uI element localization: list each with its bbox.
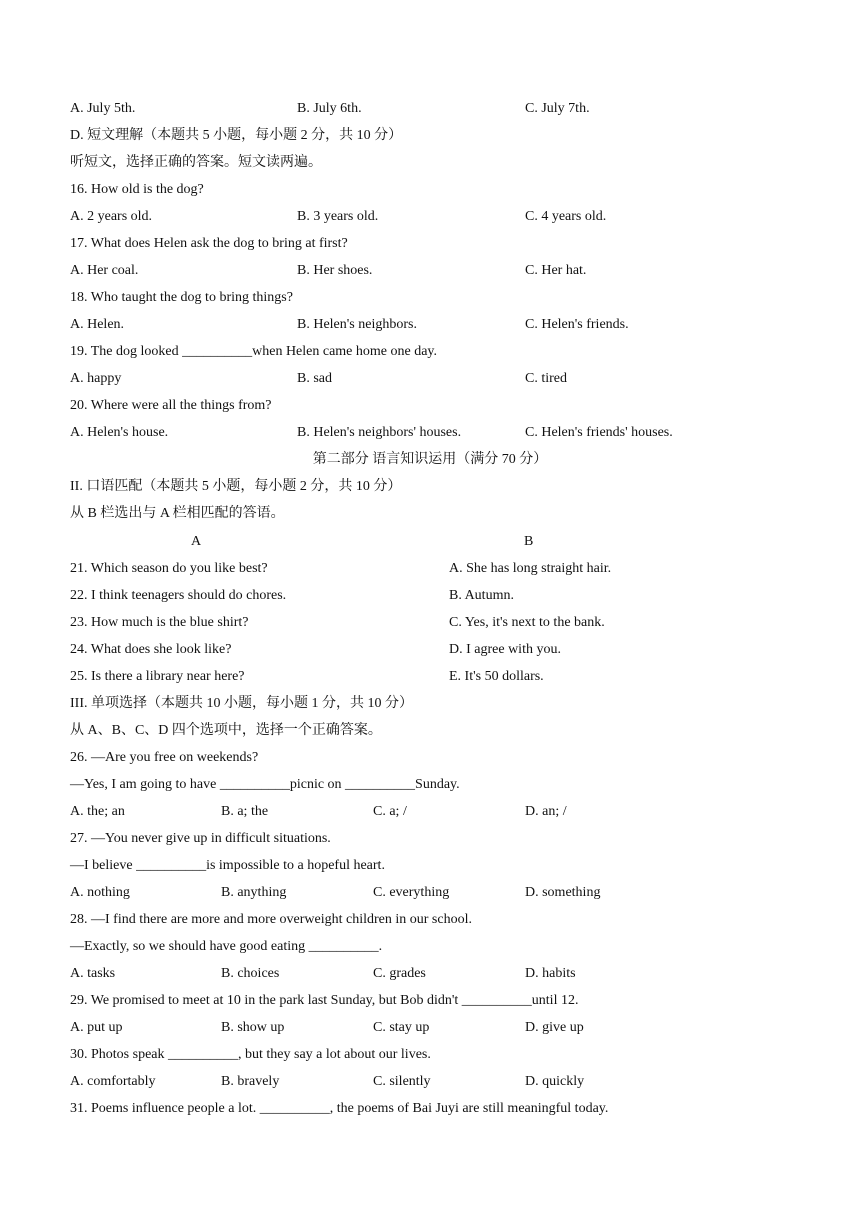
- q17-option-c: C. Her hat.: [525, 263, 587, 278]
- section-ii-heading: II. 口语匹配（本题共 5 小题，每小题 2 分，共 10 分）: [70, 479, 402, 494]
- section-iii-heading: III. 单项选择（本题共 10 小题，每小题 1 分，共 10 分）: [70, 696, 413, 711]
- q27-stem-line2: —I believe __________is impossible to a hopeful heart.: [70, 858, 385, 873]
- q28-stem-line1: 28. —I find there are more and more overweight children in our school.: [70, 912, 472, 927]
- q18-stem: 18. Who taught the dog to bring things?: [70, 290, 293, 305]
- q16-stem: 16. How old is the dog?: [70, 182, 204, 197]
- q19-option-b: B. sad: [297, 371, 332, 386]
- q18-option-b: B. Helen's neighbors.: [297, 317, 417, 332]
- q16-option-b: B. 3 years old.: [297, 209, 379, 224]
- q27-option-d: D. something: [525, 885, 601, 900]
- q30-option-c: C. silently: [373, 1074, 431, 1089]
- q20-option-c: C. Helen's friends' houses.: [525, 425, 673, 440]
- section-d-instruction: 听短文，选择正确的答案。短文读两遍。: [70, 155, 322, 170]
- q17-option-a: A. Her coal.: [70, 263, 139, 278]
- q24-left: 24. What does she look like?: [70, 642, 232, 657]
- q29-option-b: B. show up: [221, 1020, 285, 1035]
- q28-option-b: B. choices: [221, 966, 280, 981]
- q17-stem: 17. What does Helen ask the dog to bring at first?: [70, 236, 348, 251]
- match-option-e: E. It's 50 dollars.: [449, 669, 544, 684]
- q20-option-b: B. Helen's neighbors' houses.: [297, 425, 462, 440]
- section-ii-instruction: 从 B 栏选出与 A 栏相匹配的答语。: [70, 506, 285, 521]
- q21-left: 21. Which season do you like best?: [70, 561, 268, 576]
- q15-option-a: A. July 5th.: [70, 101, 136, 116]
- section-d-heading: D. 短文理解（本题共 5 小题，每小题 2 分，共 10 分）: [70, 128, 403, 143]
- q18-option-a: A. Helen.: [70, 317, 125, 332]
- q22-left: 22. I think teenagers should do chores.: [70, 588, 287, 603]
- q18-option-c: C. Helen's friends.: [525, 317, 629, 332]
- q28-option-d: D. habits: [525, 966, 576, 981]
- q26-option-b: B. a; the: [221, 804, 269, 819]
- q20-stem: 20. Where were all the things from?: [70, 398, 272, 413]
- match-option-b: B. Autumn.: [449, 588, 514, 603]
- q15-option-b: B. July 6th.: [297, 101, 362, 116]
- q30-option-a: A. comfortably: [70, 1074, 156, 1089]
- match-option-a: A. She has long straight hair.: [449, 561, 612, 576]
- column-b-header: B: [524, 534, 534, 549]
- match-option-d: D. I agree with you.: [449, 642, 561, 657]
- q26-option-d: D. an; /: [525, 804, 567, 819]
- q25-left: 25. Is there a library near here?: [70, 669, 245, 684]
- q19-option-a: A. happy: [70, 371, 122, 386]
- q26-stem-line2: —Yes, I am going to have __________picnic on __________Sunday.: [70, 777, 460, 792]
- q27-option-c: C. everything: [373, 885, 450, 900]
- q29-option-a: A. put up: [70, 1020, 123, 1035]
- q16-option-a: A. 2 years old.: [70, 209, 153, 224]
- q23-left: 23. How much is the blue shirt?: [70, 615, 249, 630]
- q17-option-b: B. Her shoes.: [297, 263, 373, 278]
- column-a-header: A: [191, 534, 202, 549]
- q27-option-b: B. anything: [221, 885, 287, 900]
- q31-stem: 31. Poems influence people a lot. __________, the poems of Bai Juyi are still meaningful today.: [70, 1101, 609, 1116]
- q28-option-a: A. tasks: [70, 966, 116, 981]
- q16-option-c: C. 4 years old.: [525, 209, 607, 224]
- match-option-c: C. Yes, it's next to the bank.: [449, 615, 605, 630]
- q29-stem: 29. We promised to meet at 10 in the park last Sunday, but Bob didn't __________until 12.: [70, 993, 579, 1008]
- q28-option-c: C. grades: [373, 966, 426, 981]
- q30-option-b: B. bravely: [221, 1074, 280, 1089]
- q29-option-d: D. give up: [525, 1020, 584, 1035]
- q15-option-c: C. July 7th.: [525, 101, 590, 116]
- q19-stem: 19. The dog looked __________when Helen came home one day.: [70, 344, 438, 359]
- q28-stem-line2: —Exactly, so we should have good eating __________.: [70, 939, 383, 954]
- q20-option-a: A. Helen's house.: [70, 425, 169, 440]
- q26-option-a: A. the; an: [70, 804, 125, 819]
- q30-stem: 30. Photos speak __________, but they say a lot about our lives.: [70, 1047, 431, 1062]
- q29-option-c: C. stay up: [373, 1020, 430, 1035]
- q19-option-c: C. tired: [525, 371, 567, 386]
- q27-option-a: A. nothing: [70, 885, 130, 900]
- q30-option-d: D. quickly: [525, 1074, 585, 1089]
- part2-title: 第二部分 语言知识运用（满分 70 分）: [312, 452, 548, 467]
- q27-stem-line1: 27. —You never give up in difficult situations.: [70, 831, 331, 846]
- section-iii-instruction: 从 A、B、C、D 四个选项中，选择一个正确答案。: [70, 723, 382, 738]
- q26-stem-line1: 26. —Are you free on weekends?: [70, 750, 259, 765]
- q26-option-c: C. a; /: [373, 804, 407, 819]
